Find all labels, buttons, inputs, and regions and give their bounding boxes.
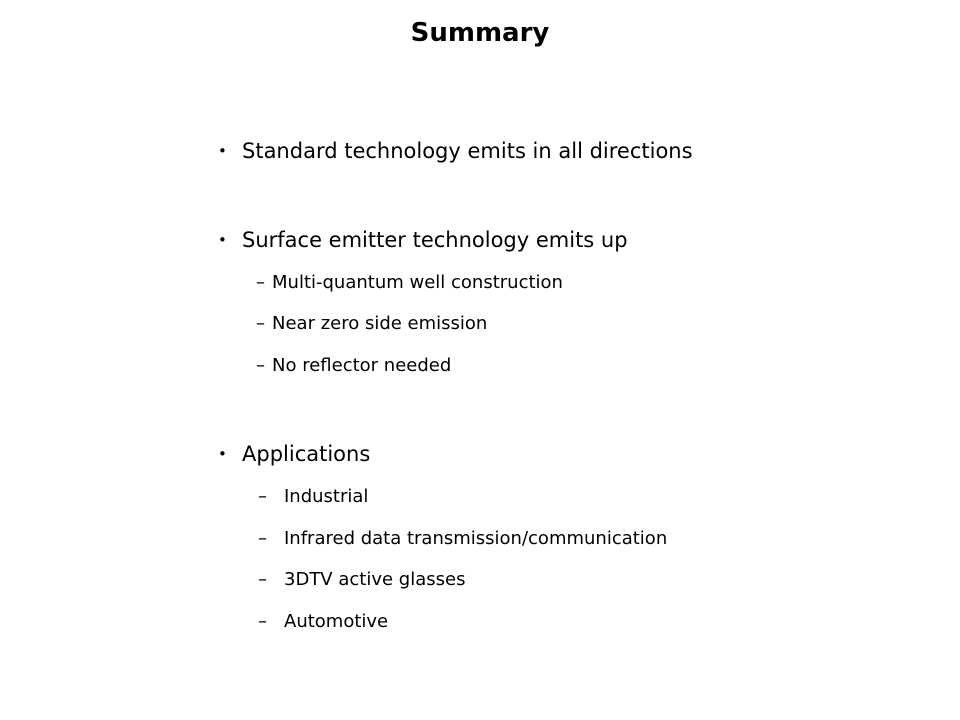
bullet-marker: • bbox=[218, 231, 227, 249]
bullet-marker: • bbox=[218, 445, 227, 463]
subitem-automotive bbox=[258, 610, 388, 634]
subitem-marker: – bbox=[256, 355, 265, 376]
subitem-marker: – bbox=[256, 313, 265, 334]
subitem-3dtv-glasses bbox=[258, 568, 465, 592]
subitem-marker: – bbox=[258, 611, 267, 632]
subitem-industrial bbox=[258, 485, 368, 509]
bullet-text: Surface emitter technology emits up bbox=[242, 228, 628, 252]
subitem-infrared-data bbox=[258, 527, 667, 551]
subitem-marker: – bbox=[258, 528, 267, 549]
bullet-standard-technology bbox=[218, 137, 693, 165]
subitem-text: Infrared data transmission/communication bbox=[284, 528, 668, 549]
bullet-text: Applications bbox=[242, 442, 371, 466]
subitem-multi-quantum-well bbox=[256, 271, 563, 295]
subitem-text: Industrial bbox=[284, 486, 369, 507]
slide-title: Summary bbox=[410, 18, 550, 48]
subitem-marker: – bbox=[256, 272, 265, 293]
subitem-text: Near zero side emission bbox=[272, 313, 488, 334]
bullet-surface-emitter bbox=[218, 226, 628, 254]
subitem-marker: – bbox=[258, 569, 267, 590]
subitem-near-zero-side-emission bbox=[256, 312, 487, 336]
bullet-marker: • bbox=[218, 142, 227, 160]
bullet-text: Standard technology emits in all directions bbox=[242, 139, 693, 163]
bullet-applications bbox=[218, 440, 370, 468]
subitem-text: Automotive bbox=[284, 611, 389, 632]
subitem-text: Multi-quantum well construction bbox=[272, 272, 563, 293]
subitem-no-reflector bbox=[256, 354, 451, 378]
subitem-marker: – bbox=[258, 486, 267, 507]
subitem-text: No reflector needed bbox=[272, 355, 452, 376]
subitem-text: 3DTV active glasses bbox=[284, 569, 466, 590]
